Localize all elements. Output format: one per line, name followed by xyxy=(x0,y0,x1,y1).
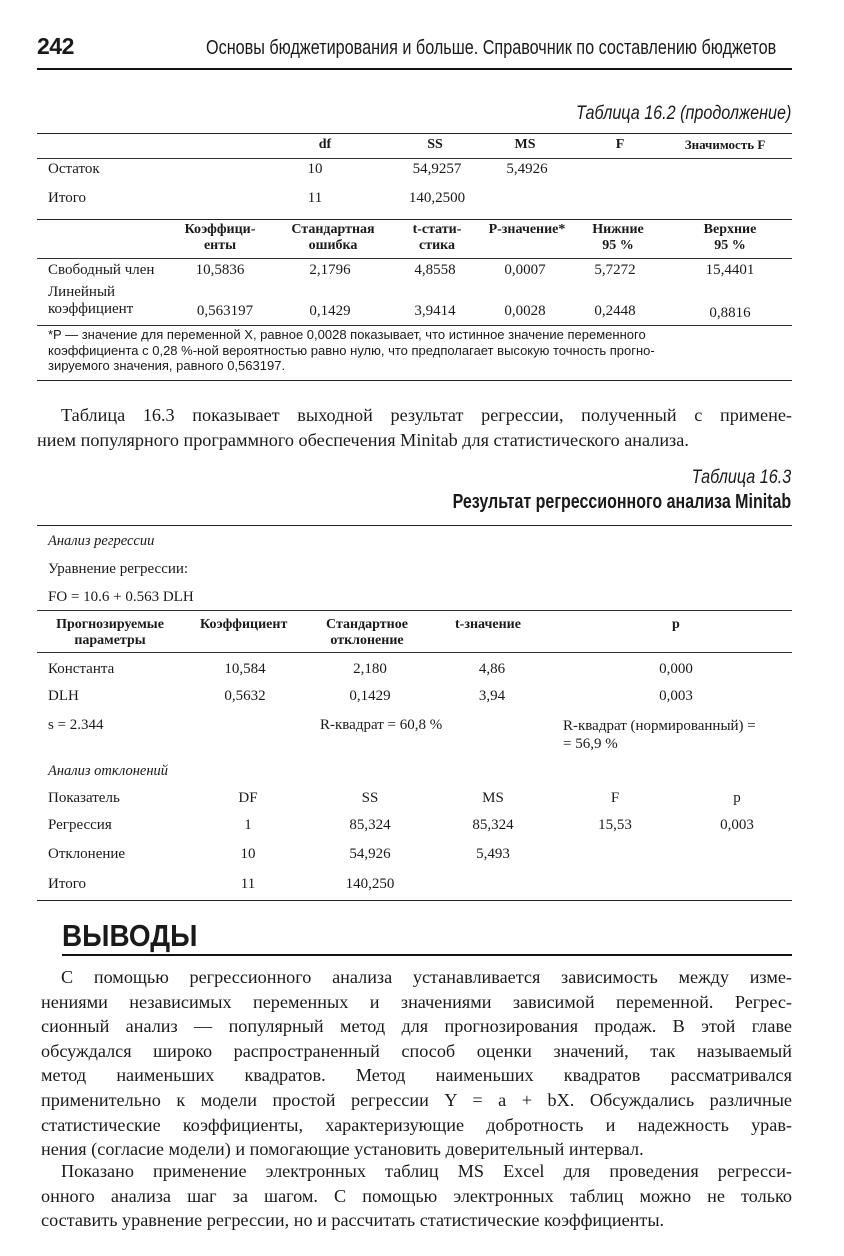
t163-r-squared: R-квадрат = 60,8 % xyxy=(320,717,443,733)
t163-pred-p: 0,003 xyxy=(659,688,693,704)
t162-row-label: Итого xyxy=(48,190,86,206)
t162-h-se-l2: ошибка xyxy=(308,238,358,253)
t163-h-t: t-значение xyxy=(455,617,521,632)
t163-dev-h-df: DF xyxy=(238,790,258,806)
conclusions-line: составить уравнение регрессии, но и рассчитать статистические коэффициенты. xyxy=(41,1210,665,1231)
t162-header-rule xyxy=(37,158,792,159)
t162-footnote-l3: зируемого значения, равного 0,563197. xyxy=(48,358,286,373)
t163-h-param xyxy=(45,617,175,649)
t163-dev-f: 15,53 xyxy=(598,817,632,833)
t163-dev-h-p: p xyxy=(733,790,741,806)
t163-pred-sd: 0,1429 xyxy=(349,688,391,704)
t162-h-coef-l1: Коэффици- xyxy=(184,222,256,237)
conclusions-line: сионный анализ — популярный метод для прогнозирования продаж. В этой главе xyxy=(41,1016,792,1037)
t163-section-deviation: Анализ отклонений xyxy=(48,763,169,779)
t162-h-upper xyxy=(680,222,780,254)
t162-row-ss: 140,2500 xyxy=(408,190,466,206)
t163-pred-coef: 0,5632 xyxy=(224,688,266,704)
t162-row-df: 10 xyxy=(307,161,323,177)
intro-line: Таблица 16.3 показывает выходной результат регрессии, полученный с примене- xyxy=(61,405,792,425)
t162-h-se xyxy=(278,222,388,254)
t163-dev-h-ms: MS xyxy=(482,790,504,806)
t163-pred-coef: 10,584 xyxy=(224,661,266,677)
t163-h-sd-l1: Стандартное xyxy=(326,617,408,632)
t163-pred-label: Константа xyxy=(48,661,115,677)
page-number: 242 xyxy=(37,33,74,59)
t163-dev-h-f: F xyxy=(610,790,620,806)
t162-coef-se: 0,1429 xyxy=(309,303,351,319)
t163-h-sd-l2: отклонение xyxy=(330,633,404,648)
conclusions-heading: ВЫВОДЫ xyxy=(62,918,198,953)
t163-pred-sd: 2,180 xyxy=(353,661,387,677)
t163-dev-label: Регрессия xyxy=(48,817,112,833)
t162-coef-label-l1: Линейный xyxy=(48,284,116,300)
t162-mid-rule xyxy=(37,219,792,220)
t162-coef-upper: 0,8816 xyxy=(709,305,751,321)
t162-foot-rule xyxy=(37,325,792,326)
t162-h-ss: SS xyxy=(427,137,443,152)
t163-dev-ms: 5,493 xyxy=(476,846,510,862)
t163-dev-df: 10 xyxy=(240,846,256,862)
t162-h-lower-l2: 95 % xyxy=(602,238,634,253)
t162-footnote-l1: *P — значение для переменной X, равное 0,0028 показывает, что истинное значение переменного xyxy=(48,327,646,342)
t162-row-ss: 54,9257 xyxy=(412,161,462,177)
conclusions-paragraph-1 xyxy=(41,965,792,1162)
conclusions-line: обсуждался широко распространенный способ оценки значений, так называемый xyxy=(41,1040,792,1061)
t163-eq-rule xyxy=(37,610,792,611)
t163-equation: FO = 10.6 + 0.563 DLH xyxy=(48,589,194,605)
t162-h-p: P-значение* xyxy=(488,222,566,237)
conclusions-line: онного анализа шаг за шагом. С помощью электронных таблиц можно не только xyxy=(41,1185,792,1206)
t163-r-squared-adj xyxy=(563,717,756,753)
t162-h-t-l2: стика xyxy=(418,238,455,253)
t163-dev-h-ss: SS xyxy=(361,790,379,806)
t163-dev-p: 0,003 xyxy=(720,817,754,833)
running-title: Основы бюджетирования и больше. Справочник по составлению бюджетов xyxy=(206,36,777,59)
t162-coef-label xyxy=(48,284,133,318)
conclusions-paragraph-2 xyxy=(41,1159,792,1233)
conclusions-line: применительно к модели простой регрессии Y = a + bX. Обсуждались различные xyxy=(41,1089,792,1110)
t162-h-se-l1: Стандартная xyxy=(291,222,375,237)
t163-h-coef: Коэффициент xyxy=(200,617,288,632)
t163-h-p: p xyxy=(672,617,680,632)
t163-pred-t: 3,94 xyxy=(478,688,506,704)
conclusions-rule xyxy=(62,954,792,956)
conclusions-line: статистические коэффициенты, характеризующие добротность и надежность урав- xyxy=(41,1114,792,1135)
t163-dev-ss: 140,250 xyxy=(345,876,395,892)
t163-dev-ss: 54,926 xyxy=(349,846,391,862)
t162-row-label: Остаток xyxy=(48,161,100,177)
t163-s-value: s = 2.344 xyxy=(48,717,104,733)
t162-coef-lower: 5,7272 xyxy=(594,262,636,278)
t162-footnote-l2: коэффициента с 0,28 %-ной вероятностью равно нулю, что предполагает высокую точность прогно- xyxy=(48,342,655,358)
conclusions-line: С помощью регрессионного анализа устанавливается зависимость между изме- xyxy=(61,967,792,987)
t163-pred-label: DLH xyxy=(48,688,79,704)
t162-h-t-l1: t-стати- xyxy=(412,222,462,237)
t163-h-sd xyxy=(312,617,422,649)
t162-coef-p: 0,0007 xyxy=(504,262,546,278)
t162-row-df: 11 xyxy=(307,190,323,206)
t163-dev-h-label: Показатель xyxy=(48,790,120,806)
t162-coef-upper: 15,4401 xyxy=(705,262,755,278)
t162-coef-p: 0,0028 xyxy=(504,303,546,319)
t162-bottom-rule xyxy=(37,380,792,381)
t162-h-df: df xyxy=(318,137,332,152)
t162-coef-label-l2: коэффициент xyxy=(48,301,134,317)
t163-r-squared-adj-l2: = 56,9 % xyxy=(563,736,618,752)
t162-coef-lower: 0,2448 xyxy=(594,303,636,319)
t163-pred-header-rule xyxy=(37,652,792,653)
t162-coef-t: 4,8558 xyxy=(414,262,456,278)
table162-top-rule xyxy=(37,133,792,134)
conclusions-line: нениями независимых переменных и значениями зависимой переменной. Регрес- xyxy=(41,991,792,1012)
t163-equation-label: Уравнение регрессии: xyxy=(48,561,189,577)
table163-top-rule xyxy=(37,525,792,526)
t162-coef-t: 3,9414 xyxy=(414,303,456,319)
conclusions-line: нения (согласие модели) и помогающие установить доверительный интервал. xyxy=(41,1139,644,1160)
t162-h-upper-l2: 95 % xyxy=(714,238,746,253)
t163-h-param-l1: Прогнозируемые xyxy=(56,617,164,632)
t162-h-ms: MS xyxy=(514,137,536,152)
t162-h-lower xyxy=(573,222,663,254)
t162-h-lower-l1: Нижние xyxy=(592,222,644,237)
t163-h-param-l2: параметры xyxy=(74,633,146,648)
t162-footnote xyxy=(48,327,655,374)
table163-caption-number: Таблица 16.3 xyxy=(691,467,791,488)
table163-caption-title: Результат регрессионного анализа Minitab xyxy=(452,491,791,513)
t163-dev-label: Отклонение xyxy=(48,846,126,862)
intro-paragraph xyxy=(37,403,792,452)
t162-h-signif: Значимость F xyxy=(684,137,766,152)
conclusions-line: Показано применение электронных таблиц MS Excel для проведения регресси- xyxy=(61,1161,792,1181)
intro-line: нием популярного программного обеспечения Minitab для статистического анализа. xyxy=(37,429,689,450)
table162-caption: Таблица 16.2 (продолжение) xyxy=(575,103,791,124)
t163-dev-ms: 85,324 xyxy=(472,817,514,833)
t163-section-regression: Анализ регрессии xyxy=(48,533,155,549)
t162-coef-label: Свободный член xyxy=(48,262,155,278)
t162-h-upper-l1: Верхние xyxy=(703,222,757,237)
table163-bottom-rule xyxy=(37,900,792,901)
conclusions-line: метод наименьших квадратов. Метод наименьших квадратов рассматривался xyxy=(41,1065,792,1086)
t162-row-ms: 5,4926 xyxy=(506,161,548,177)
t163-pred-t: 4,86 xyxy=(478,661,506,677)
t162-coef-se: 2,1796 xyxy=(309,262,351,278)
t162-coef-val: 0,563197 xyxy=(196,303,254,319)
t162-coef-val: 10,5836 xyxy=(195,262,245,278)
t162-h-coef xyxy=(170,222,270,254)
t163-dev-df: 11 xyxy=(240,876,256,892)
t162-h-f: F xyxy=(615,137,625,152)
t163-dev-ss: 85,324 xyxy=(349,817,391,833)
t162-h-coef-l2: енты xyxy=(203,238,237,253)
t163-r-squared-adj-l1: R-квадрат (нормированный) = xyxy=(563,718,756,734)
t163-dev-label: Итого xyxy=(48,876,86,892)
t163-dev-df: 1 xyxy=(244,817,252,833)
t162-h-t xyxy=(392,222,482,254)
t163-pred-p: 0,000 xyxy=(659,661,693,677)
header-rule xyxy=(37,68,792,70)
t162-coef-header-rule xyxy=(37,258,792,259)
